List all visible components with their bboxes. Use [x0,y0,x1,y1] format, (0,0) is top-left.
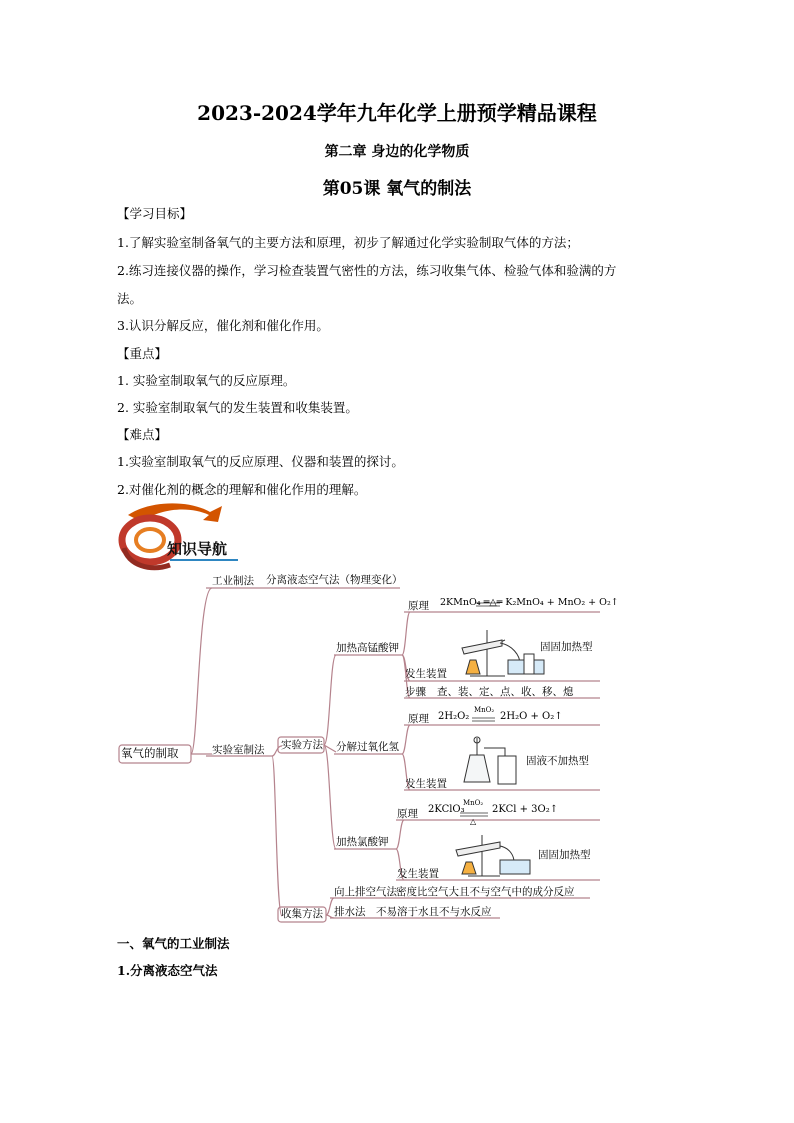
mindmap-root: 氧气的制取 [121,746,179,760]
kclo3-catalyst: MnO₂ [463,799,484,807]
kclo3-apparatus-label: 发生装置 [397,868,439,880]
objective-item-2: 2.练习连接仪器的操作，学习检查装置气密性的方法，练习收集气体、检验气体和验满的方 [117,263,617,278]
difficulty-item-2: 2.对催化剂的概念的理解和催化作用的理解。 [117,482,367,497]
h2o2-equation-left: 2H₂O₂ [438,711,470,722]
objectives-heading: 【学习目标】 [117,206,193,221]
section-1-subheading: 1.分离液态空气法 [117,963,218,978]
kmno4-label: 加热高锰酸钾 [336,642,399,654]
lab-label: 实验室制法 [212,744,265,756]
difficulties-heading: 【难点】 [117,427,168,442]
kmno4-steps-label: 步骤 [405,686,426,698]
kmno4-equation: 2KMnO₄ ═△═ K₂MnO₄ + MnO₂ + O₂↑ [440,597,619,608]
objective-item-2-cont: 法。 [117,291,143,306]
kclo3-label: 加热氯酸钾 [336,836,389,848]
lesson-title: 第05课 氧气的制法 [322,179,472,199]
keypoints-heading: 【重点】 [117,346,168,361]
objective-item-3: 3.认识分解反应，催化剂和催化作用。 [117,318,329,333]
kclo3-apparatus-icon [456,835,530,876]
h2o2-catalyst: MnO₂ [474,706,495,714]
industrial-method: 分离液态空气法（物理变化） [266,574,403,586]
h2o2-apparatus-icon [464,737,516,784]
kclo3-equation-left: 2KClO₃ [428,804,465,815]
h2o2-principle-label: 原理 [408,713,429,725]
collect-label: 收集方法 [281,908,323,920]
document-title: 2023-2024学年九年化学上册预学精品课程 [197,101,597,125]
collect-water-label: 排水法 [334,906,366,918]
h2o2-apparatus-label: 发生装置 [405,778,447,790]
h2o2-equation-right: 2H₂O + O₂↑ [500,711,563,722]
section-1-heading: 一、氧气的工业制法 [117,936,230,951]
difficulty-item-1: 1.实验室制取氧气的反应原理、仪器和装置的探讨。 [117,454,404,469]
kclo3-equation-right: 2KCl + 3O₂↑ [492,804,559,815]
banner-label: 知识导航 [167,540,228,558]
h2o2-label: 分解过氧化氢 [336,741,399,753]
keypoint-item-1: 1. 实验室制取氧气的反应原理。 [117,373,296,388]
keypoint-item-2: 2. 实验室制取氧气的发生装置和收集装置。 [117,400,358,415]
kclo3-principle-label: 原理 [397,808,418,820]
kclo3-apparatus-type: 固固加热型 [538,849,591,861]
chapter-title: 第二章 身边的化学物质 [324,144,470,160]
methods-label: 实验方法 [281,739,323,751]
h2o2-apparatus-type: 固液不加热型 [526,755,589,767]
collect-water-reason: 不易溶于水且不与水反应 [376,906,492,918]
objective-item-1: 1.了解实验室制备氧气的主要方法和原理，初步了解通过化学实验制取气体的方法； [117,235,579,250]
kmno4-steps: 查、装、定、点、收、移、熄 [437,686,574,698]
kclo3-condition: △ [470,817,477,826]
kmno4-apparatus-label: 发生装置 [405,668,447,680]
kmno4-apparatus-icon [462,630,544,676]
industrial-label: 工业制法 [212,575,254,587]
collect-upward-reason: 密度比空气大且不与空气中的成分反应 [396,886,575,898]
collect-upward-label: 向上排空气法 [334,886,397,898]
kmno4-principle-label: 原理 [408,600,429,612]
kmno4-apparatus-type: 固固加热型 [540,641,593,653]
